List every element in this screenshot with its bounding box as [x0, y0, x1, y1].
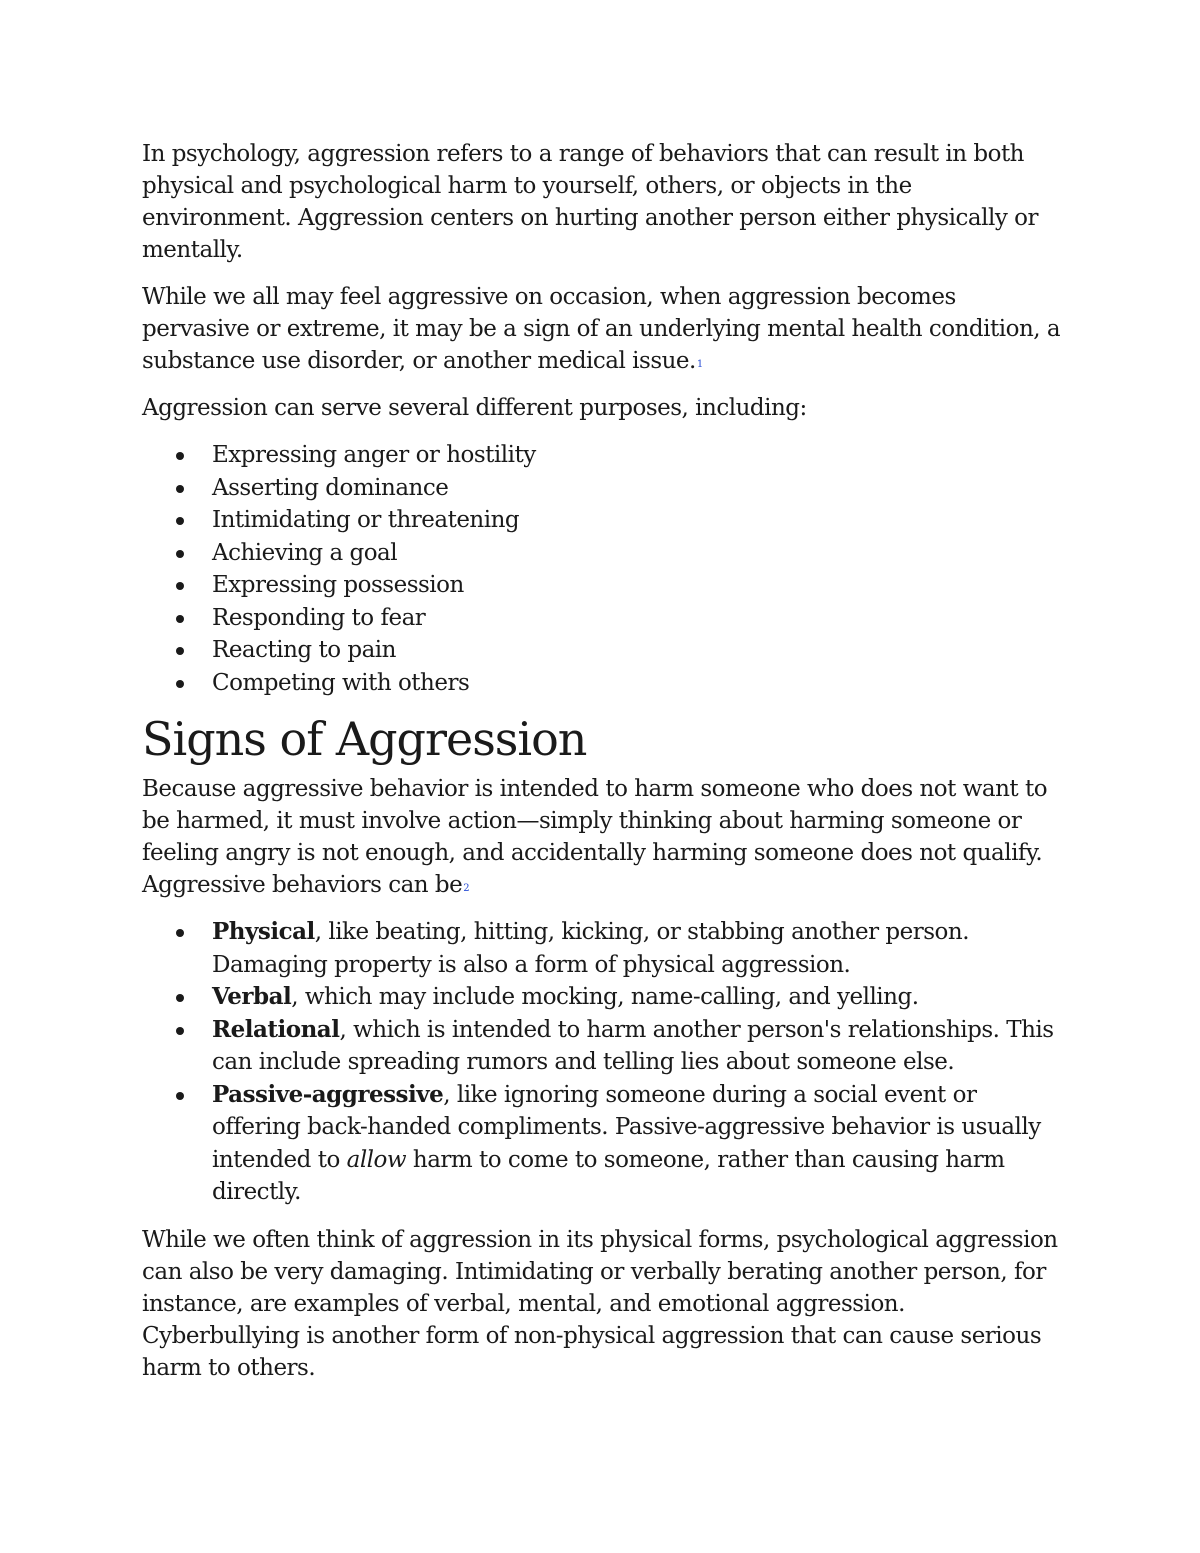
section-heading: Signs of Aggression: [142, 712, 587, 766]
bullet-icon: [176, 517, 184, 525]
bullet-icon: [176, 485, 184, 493]
term-passive-aggressive: Passive-aggressive: [212, 1080, 444, 1108]
signs-paragraph-1: [142, 773, 1062, 901]
list-item: Expressing possession: [142, 569, 1062, 602]
term-physical: Physical: [212, 918, 315, 945]
list-item-physical: Physical, like beating, hitting, kicking, or stabbing another person. Damaging property is also a form of physical aggression.: [142, 916, 1062, 981]
list-item: Intimidating or threatening: [142, 504, 1062, 537]
bullet-icon: [176, 1027, 184, 1035]
term-verbal: Verbal: [212, 983, 292, 1010]
list-item-verbal: Verbal, which may include mocking, name-calling, and yelling.: [142, 981, 1062, 1014]
bullet-icon: [176, 680, 184, 688]
citation-link-1[interactable]: 1: [696, 359, 703, 370]
bullet-icon: [176, 452, 184, 460]
list-item: Reacting to pain: [142, 634, 1062, 667]
list-item: Expressing anger or hostility: [142, 439, 1062, 472]
list-item: Responding to fear: [142, 602, 1062, 635]
list-item: Asserting dominance: [142, 472, 1062, 505]
document-page: [142, 138, 1062, 1399]
list-item-passive-aggressive: Passive-aggressive, like ignoring someone during a social event or offering back-handed compliments. Passive-aggressive behavior is usually intended to allow harm to come to someone, rather than causing harm directly.: [142, 1079, 1062, 1209]
bullet-icon: [176, 550, 184, 558]
list-item: Achieving a goal: [142, 537, 1062, 570]
citation-link-2[interactable]: 2: [463, 883, 470, 894]
bullet-icon: [176, 647, 184, 655]
bullet-icon: [176, 1092, 184, 1100]
list-item: Competing with others: [142, 667, 1062, 700]
bullet-icon: [176, 582, 184, 590]
intro-paragraph-1: In psychology, aggression refers to a range of behaviors that can result in both physical and psychological harm to yourself, others, or objects in the environment. Aggression centers on hurting another person either physically or mentally.: [142, 141, 1038, 263]
bullet-icon: [176, 615, 184, 623]
aggression-types-list: [142, 916, 1062, 1209]
intro-paragraph-3: Aggression can serve several different purposes, including:: [142, 395, 807, 421]
term-relational: Relational: [212, 1015, 340, 1043]
list-item-relational: Relational, which is intended to harm another person's relationships. This can include spreading rumors and telling lies about someone else.: [142, 1014, 1062, 1079]
intro-paragraph-2-text: While we all may feel aggressive on occasion, when aggression becomes pervasive or extreme, it may be a sign of an underlying mental health condition, a substance use disorder, or another medical issue.: [142, 284, 1061, 374]
emphasis-allow: allow: [346, 1146, 407, 1173]
intro-paragraph-2: [142, 281, 1062, 377]
purposes-list: [142, 439, 1062, 699]
bullet-icon: [176, 929, 184, 937]
signs-paragraph-2: While we often think of aggression in its physical forms, psychological aggression can also be very damaging. Intimidating or verbally berating another person, for instance, are examples of verbal, mental, and emotional aggression. Cyberbullying is another form of non-physical aggression that can cause serious harm to others.: [142, 1226, 1058, 1381]
signs-paragraph-1-text: Because aggressive behavior is intended to harm someone who does not want to be harmed, it must involve action—simply thinking about harming someone or feeling angry is not enough, and accidentally harming someone does not qualify. Aggressive behaviors can be: [142, 776, 1048, 898]
bullet-icon: [176, 994, 184, 1002]
